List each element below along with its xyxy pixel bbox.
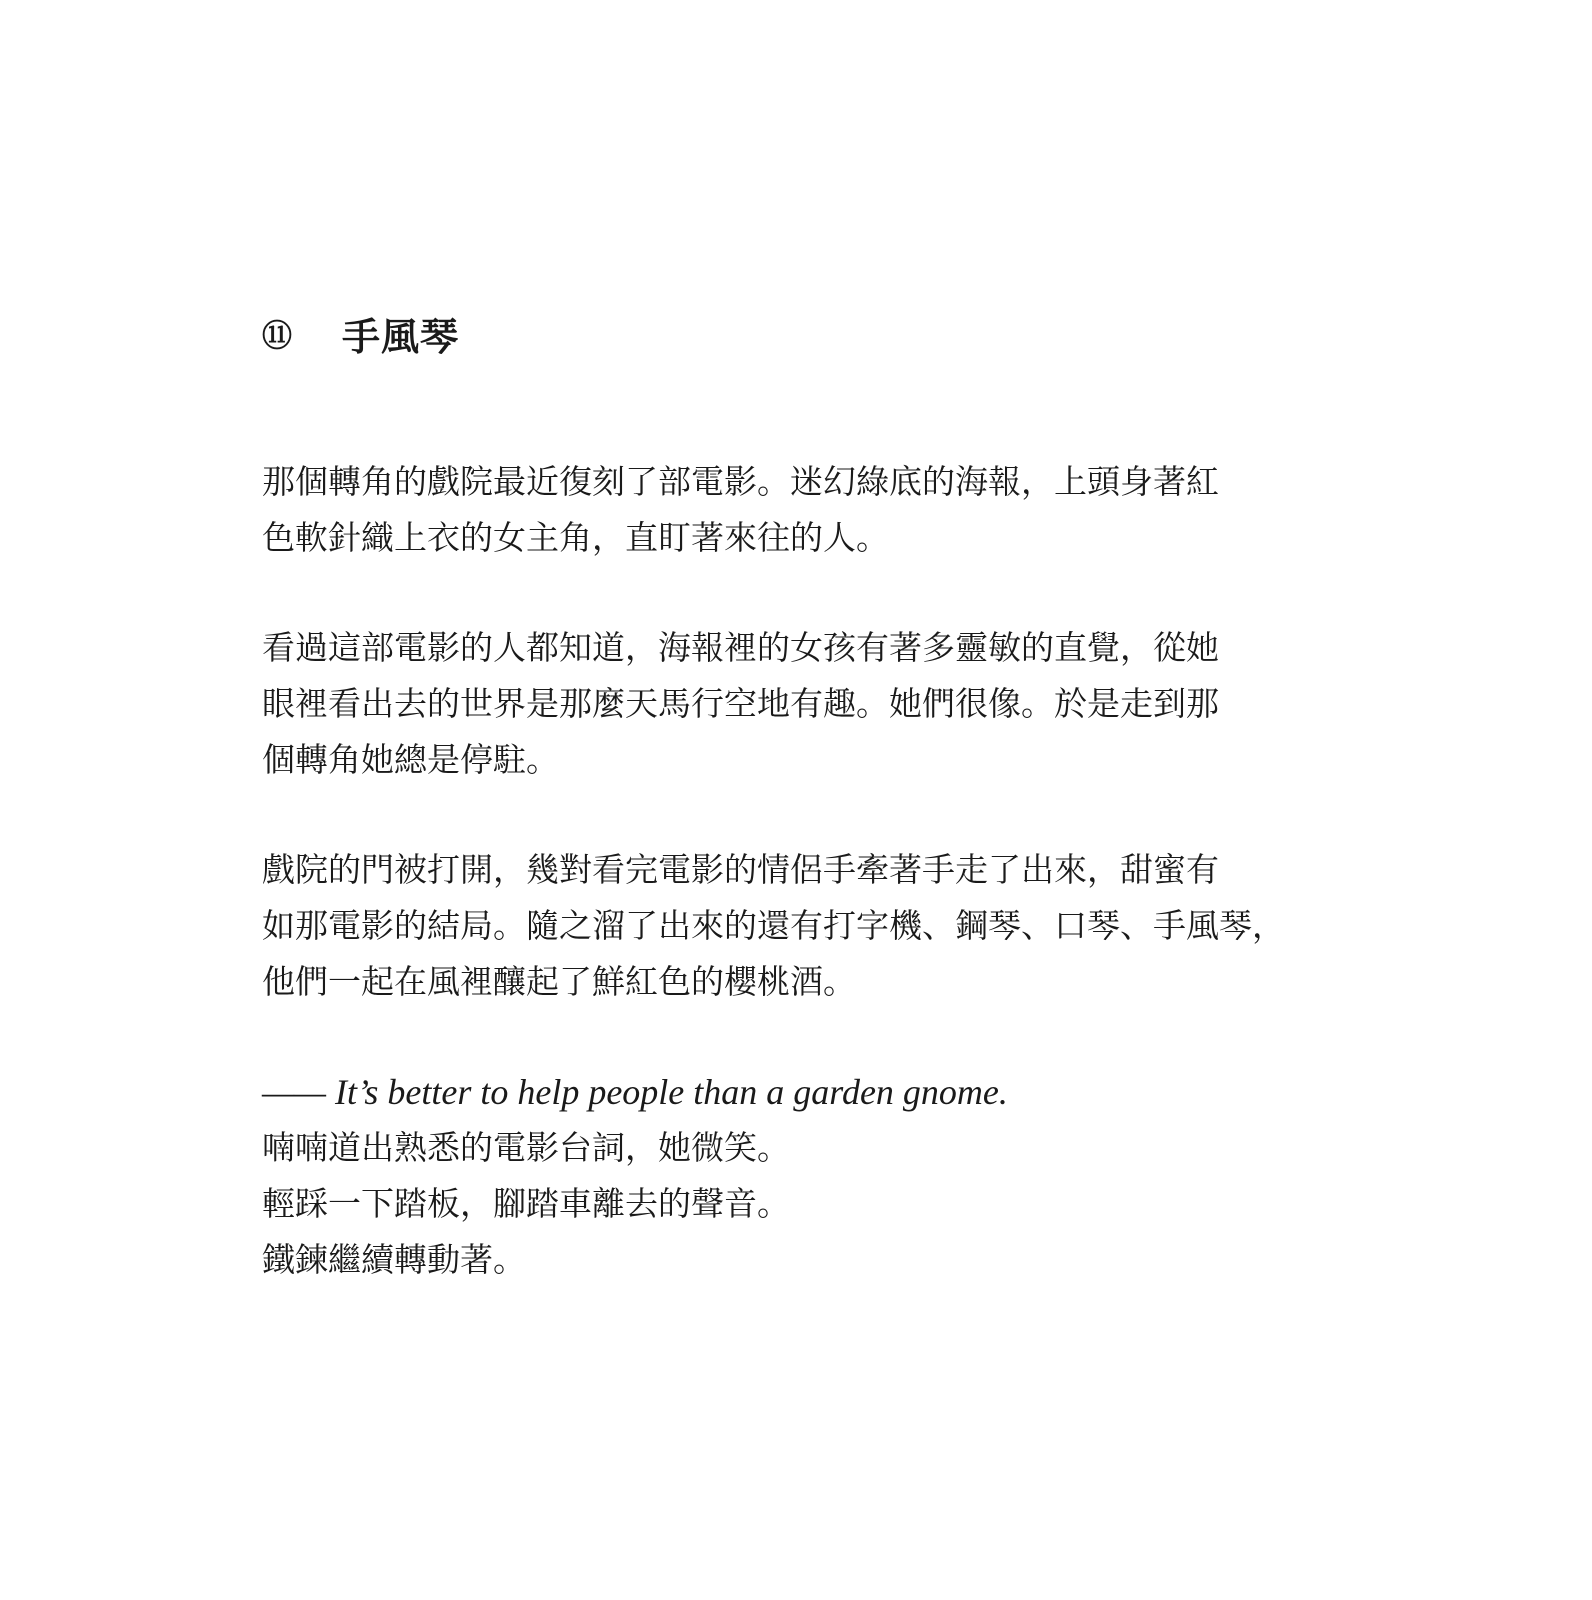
paragraph-2	[262, 620, 1330, 788]
paragraph-line: 看過這部電影的人都知道，海報裡的女孩有著多靈敏的直覺，從她	[262, 628, 1219, 667]
paragraph-line: 戲院的門被打開，幾對看完電影的情侶手牽著手走了出來，甜蜜有	[262, 850, 1219, 889]
page-content	[262, 310, 1342, 1288]
paragraph-line: 如那電影的結局。隨之溜了出來的還有打字機、鋼琴、口琴、手風琴，	[262, 906, 1285, 945]
paragraph-1	[262, 454, 1330, 566]
paragraph-line: 他們一起在風裡釀起了鮮紅色的櫻桃酒。	[262, 962, 856, 1001]
paragraph-line: 個轉角她總是停駐。	[262, 740, 559, 779]
chapter-title: 手風琴	[342, 314, 460, 359]
paragraph-line: 輕踩一下踏板，腳踏車離去的聲音。	[262, 1184, 790, 1223]
paragraph-line: 那個轉角的戲院最近復刻了部電影。迷幻綠底的海報，上頭身著紅	[262, 462, 1219, 501]
chapter-number: ⑪	[262, 319, 292, 354]
movie-quote: —— It’s better to help people than a garden gnome.	[262, 1072, 1008, 1112]
paragraph-line: 眼裡看出去的世界是那麼天馬行空地有趣。她們很像。於是走到那	[262, 684, 1219, 723]
paragraph-line: 喃喃道出熟悉的電影台詞，她微笑。	[262, 1128, 790, 1167]
paragraph-3	[262, 842, 1330, 1010]
paragraph-4	[262, 1064, 1330, 1288]
paragraph-line: 色軟針織上衣的女主角，直盯著來往的人。	[262, 518, 889, 557]
chapter-heading	[262, 310, 1342, 364]
paragraph-line: 鐵鍊繼續轉動著。	[262, 1240, 526, 1279]
